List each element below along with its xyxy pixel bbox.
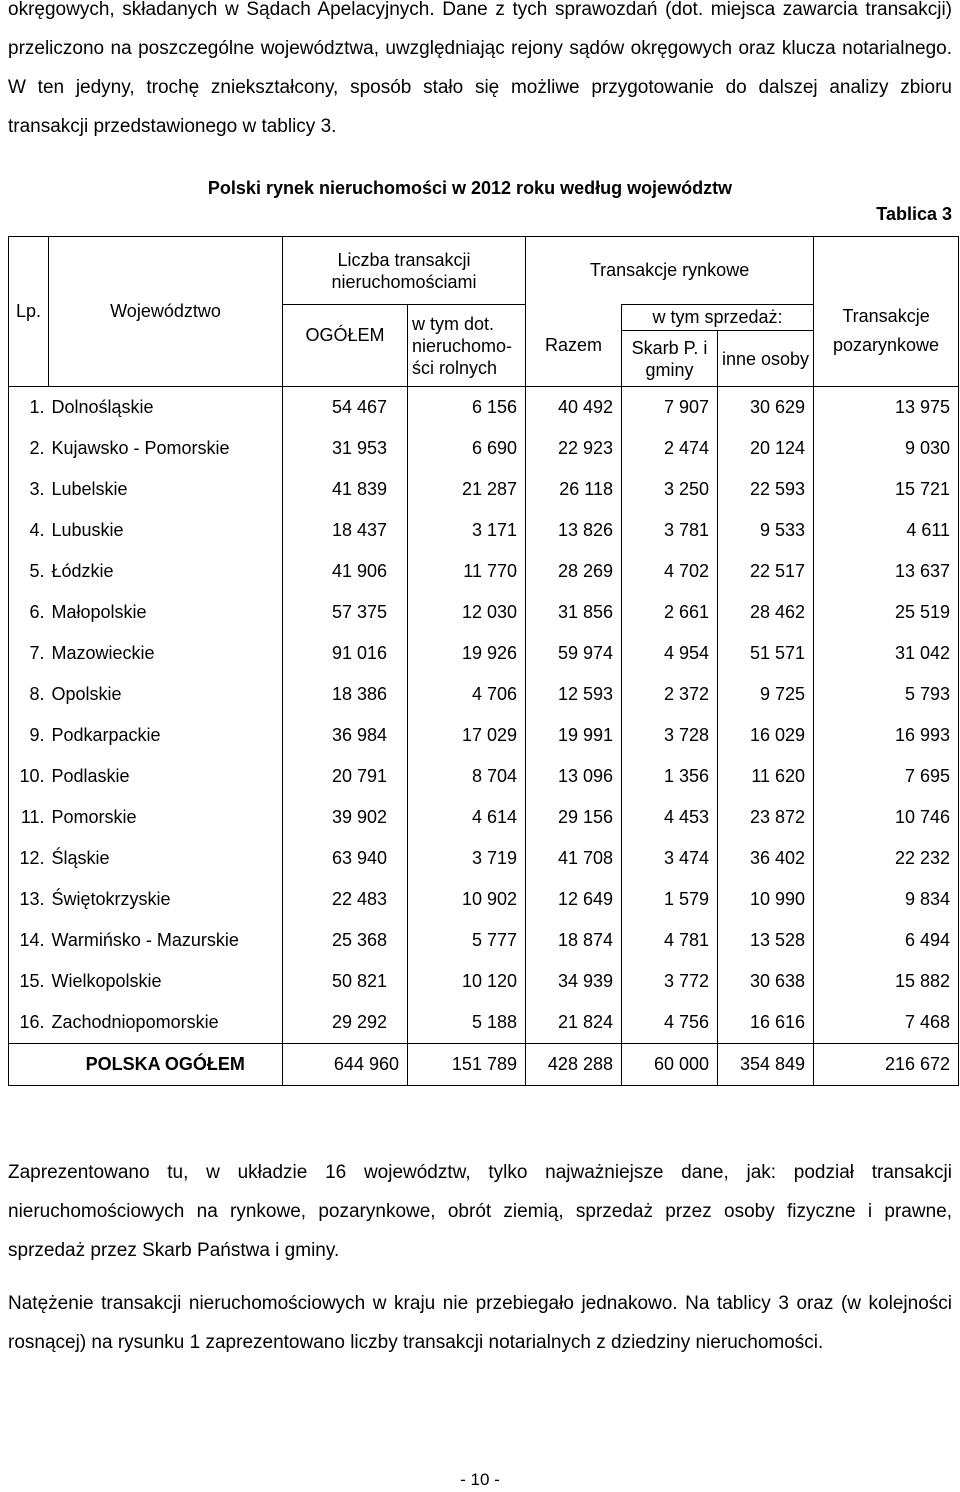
header-inne: inne osoby bbox=[718, 331, 814, 387]
cell-razem: 22 923 bbox=[526, 428, 622, 469]
table-row bbox=[9, 428, 959, 469]
header-ogolem: OGÓŁEM bbox=[283, 305, 408, 387]
cell-lp: 9. bbox=[9, 715, 49, 756]
cell-inne: 36 402 bbox=[718, 838, 814, 879]
cell-rolne: 19 926 bbox=[408, 633, 526, 674]
cell-lp: 5. bbox=[9, 551, 49, 592]
cell-pozarynkowe: 22 232 bbox=[814, 838, 959, 879]
cell-inne: 9 533 bbox=[718, 510, 814, 551]
cell-lp: 13. bbox=[9, 879, 49, 920]
table-row bbox=[9, 715, 959, 756]
cell-lp: 11. bbox=[9, 797, 49, 838]
cell-lp: 6. bbox=[9, 592, 49, 633]
cell-rolne: 4 706 bbox=[408, 674, 526, 715]
cell-wojewodztwo: Mazowieckie bbox=[49, 633, 283, 674]
cell-wojewodztwo: Lubuskie bbox=[49, 510, 283, 551]
cell-rolne: 10 902 bbox=[408, 879, 526, 920]
cell-inne: 51 571 bbox=[718, 633, 814, 674]
total-rolne: 151 789 bbox=[408, 1044, 526, 1086]
intro-paragraph: okręgowych, składanych w Sądach Apelacyjnych. Dane z tych sprawozdań (dot. miejsca zawarcia transakcji) przeliczono na poszczególne województwa, uwzględniając rejony sądów okręgowych oraz klucza notarialnego. W ten jedyny, trochę zniekształcony, sposób stało się możliwe przygotowanie do dalszej analizy zbioru transakcji przedstawionego w tablicy 3. bbox=[8, 0, 952, 137]
cell-rolne: 6 156 bbox=[408, 387, 526, 429]
cell-pozarynkowe: 15 721 bbox=[814, 469, 959, 510]
table-row bbox=[9, 592, 959, 633]
header-skarb: Skarb P. i gminy bbox=[622, 331, 718, 387]
cell-ogolem: 39 902 bbox=[283, 797, 408, 838]
cell-rolne: 11 770 bbox=[408, 551, 526, 592]
cell-pozarynkowe: 16 993 bbox=[814, 715, 959, 756]
cell-ogolem: 54 467 bbox=[283, 387, 408, 429]
cell-skarb: 3 250 bbox=[622, 469, 718, 510]
cell-wojewodztwo: Śląskie bbox=[49, 838, 283, 879]
total-razem: 428 288 bbox=[526, 1044, 622, 1086]
cell-pozarynkowe: 25 519 bbox=[814, 592, 959, 633]
cell-skarb: 3 781 bbox=[622, 510, 718, 551]
data-table bbox=[8, 236, 959, 1086]
cell-lp: 12. bbox=[9, 838, 49, 879]
cell-pozarynkowe: 13 975 bbox=[814, 387, 959, 429]
cell-ogolem: 20 791 bbox=[283, 756, 408, 797]
header-w-tym-dot: w tym dot. nieruchomo- ści rolnych bbox=[408, 305, 526, 387]
cell-lp: 15. bbox=[9, 961, 49, 1002]
cell-rolne: 8 704 bbox=[408, 756, 526, 797]
table-row bbox=[9, 1002, 959, 1044]
cell-skarb: 4 954 bbox=[622, 633, 718, 674]
cell-skarb: 4 702 bbox=[622, 551, 718, 592]
cell-rolne: 4 614 bbox=[408, 797, 526, 838]
cell-inne: 30 638 bbox=[718, 961, 814, 1002]
table-row bbox=[9, 838, 959, 879]
cell-ogolem: 22 483 bbox=[283, 879, 408, 920]
cell-ogolem: 29 292 bbox=[283, 1002, 408, 1044]
table-row bbox=[9, 961, 959, 1002]
cell-inne: 28 462 bbox=[718, 592, 814, 633]
cell-wojewodztwo: Wielkopolskie bbox=[49, 961, 283, 1002]
cell-rolne: 21 287 bbox=[408, 469, 526, 510]
total-inne: 354 849 bbox=[718, 1044, 814, 1086]
cell-razem: 28 269 bbox=[526, 551, 622, 592]
table-number: Tablica 3 bbox=[876, 204, 952, 224]
total-ogolem: 644 960 bbox=[283, 1044, 408, 1086]
cell-inne: 30 629 bbox=[718, 387, 814, 429]
cell-inne: 11 620 bbox=[718, 756, 814, 797]
cell-skarb: 7 907 bbox=[622, 387, 718, 429]
cell-wojewodztwo: Podkarpackie bbox=[49, 715, 283, 756]
page-number: - 10 - bbox=[460, 1470, 500, 1489]
cell-wojewodztwo: Pomorskie bbox=[49, 797, 283, 838]
cell-pozarynkowe: 7 695 bbox=[814, 756, 959, 797]
cell-ogolem: 31 953 bbox=[283, 428, 408, 469]
table-row bbox=[9, 797, 959, 838]
cell-pozarynkowe: 7 468 bbox=[814, 1002, 959, 1044]
header-transakcje: Transakcje bbox=[814, 237, 959, 331]
cell-razem: 34 939 bbox=[526, 961, 622, 1002]
cell-razem: 21 824 bbox=[526, 1002, 622, 1044]
header-transakcje-rynkowe: Transakcje rynkowe bbox=[526, 237, 814, 305]
cell-lp: 7. bbox=[9, 633, 49, 674]
cell-pozarynkowe: 9 834 bbox=[814, 879, 959, 920]
cell-skarb: 3 772 bbox=[622, 961, 718, 1002]
table-row bbox=[9, 879, 959, 920]
paragraph-3: Natężenie transakcji nieruchomościowych w kraju nie przebiegało jednakowo. Na tablicy 3 oraz (w kolejności rosnącej) na rysunku 1 zaprezentowano liczby transakcji notarialnych z dziedziny nieruchomości. bbox=[8, 1293, 952, 1353]
table-row bbox=[9, 756, 959, 797]
cell-wojewodztwo: Kujawsko - Pomorskie bbox=[49, 428, 283, 469]
cell-ogolem: 41 906 bbox=[283, 551, 408, 592]
cell-wojewodztwo: Podlaskie bbox=[49, 756, 283, 797]
cell-razem: 41 708 bbox=[526, 838, 622, 879]
cell-pozarynkowe: 13 637 bbox=[814, 551, 959, 592]
total-skarb: 60 000 bbox=[622, 1044, 718, 1086]
cell-lp: 2. bbox=[9, 428, 49, 469]
total-label: POLSKA OGÓŁEM bbox=[49, 1044, 283, 1086]
cell-inne: 16 616 bbox=[718, 1002, 814, 1044]
cell-rolne: 6 690 bbox=[408, 428, 526, 469]
cell-razem: 12 593 bbox=[526, 674, 622, 715]
cell-skarb: 2 661 bbox=[622, 592, 718, 633]
cell-skarb: 1 579 bbox=[622, 879, 718, 920]
table-title: Polski rynek nieruchomości w 2012 roku według województw bbox=[207, 178, 733, 198]
cell-rolne: 12 030 bbox=[408, 592, 526, 633]
cell-ogolem: 18 386 bbox=[283, 674, 408, 715]
cell-wojewodztwo: Opolskie bbox=[49, 674, 283, 715]
cell-pozarynkowe: 31 042 bbox=[814, 633, 959, 674]
cell-razem: 29 156 bbox=[526, 797, 622, 838]
table-row bbox=[9, 920, 959, 961]
header-lp: Lp. bbox=[9, 237, 49, 387]
cell-razem: 26 118 bbox=[526, 469, 622, 510]
cell-inne: 9 725 bbox=[718, 674, 814, 715]
cell-razem: 18 874 bbox=[526, 920, 622, 961]
cell-skarb: 4 756 bbox=[622, 1002, 718, 1044]
table-row bbox=[9, 551, 959, 592]
cell-wojewodztwo: Zachodniopomorskie bbox=[49, 1002, 283, 1044]
cell-lp: 3. bbox=[9, 469, 49, 510]
cell-skarb: 4 453 bbox=[622, 797, 718, 838]
cell-wojewodztwo: Świętokrzyskie bbox=[49, 879, 283, 920]
cell-razem: 13 826 bbox=[526, 510, 622, 551]
cell-inne: 16 029 bbox=[718, 715, 814, 756]
cell-lp: 10. bbox=[9, 756, 49, 797]
cell-ogolem: 63 940 bbox=[283, 838, 408, 879]
cell-lp: 14. bbox=[9, 920, 49, 961]
table-body bbox=[9, 387, 959, 1086]
cell-skarb: 3 728 bbox=[622, 715, 718, 756]
cell-pozarynkowe: 9 030 bbox=[814, 428, 959, 469]
cell-rolne: 3 171 bbox=[408, 510, 526, 551]
table-row bbox=[9, 510, 959, 551]
cell-inne: 13 528 bbox=[718, 920, 814, 961]
cell-razem: 13 096 bbox=[526, 756, 622, 797]
cell-razem: 19 991 bbox=[526, 715, 622, 756]
cell-skarb: 2 372 bbox=[622, 674, 718, 715]
cell-rolne: 17 029 bbox=[408, 715, 526, 756]
cell-lp-empty bbox=[9, 1044, 49, 1086]
cell-pozarynkowe: 15 882 bbox=[814, 961, 959, 1002]
cell-ogolem: 57 375 bbox=[283, 592, 408, 633]
cell-skarb: 4 781 bbox=[622, 920, 718, 961]
cell-lp: 8. bbox=[9, 674, 49, 715]
table-row bbox=[9, 633, 959, 674]
cell-ogolem: 91 016 bbox=[283, 633, 408, 674]
cell-ogolem: 36 984 bbox=[283, 715, 408, 756]
table-header bbox=[9, 237, 959, 387]
total-row bbox=[9, 1044, 959, 1086]
cell-pozarynkowe: 10 746 bbox=[814, 797, 959, 838]
cell-skarb: 1 356 bbox=[622, 756, 718, 797]
cell-razem: 12 649 bbox=[526, 879, 622, 920]
cell-wojewodztwo: Warmińsko - Mazurskie bbox=[49, 920, 283, 961]
cell-inne: 10 990 bbox=[718, 879, 814, 920]
cell-inne: 22 593 bbox=[718, 469, 814, 510]
cell-ogolem: 41 839 bbox=[283, 469, 408, 510]
cell-ogolem: 18 437 bbox=[283, 510, 408, 551]
cell-pozarynkowe: 4 611 bbox=[814, 510, 959, 551]
cell-ogolem: 50 821 bbox=[283, 961, 408, 1002]
cell-skarb: 3 474 bbox=[622, 838, 718, 879]
cell-rolne: 5 777 bbox=[408, 920, 526, 961]
cell-inne: 23 872 bbox=[718, 797, 814, 838]
total-pozarynkowe: 216 672 bbox=[814, 1044, 959, 1086]
header-pozarynkowe: pozarynkowe bbox=[814, 331, 959, 387]
table-row bbox=[9, 469, 959, 510]
cell-lp: 1. bbox=[9, 387, 49, 429]
cell-pozarynkowe: 6 494 bbox=[814, 920, 959, 961]
header-razem: Razem bbox=[526, 305, 622, 387]
cell-inne: 22 517 bbox=[718, 551, 814, 592]
header-w-tym-sprzedaz: w tym sprzedaż: bbox=[622, 305, 814, 331]
cell-wojewodztwo: Lubelskie bbox=[49, 469, 283, 510]
cell-razem: 59 974 bbox=[526, 633, 622, 674]
cell-rolne: 3 719 bbox=[408, 838, 526, 879]
cell-inne: 20 124 bbox=[718, 428, 814, 469]
table-row bbox=[9, 387, 959, 429]
cell-wojewodztwo: Łódzkie bbox=[49, 551, 283, 592]
cell-pozarynkowe: 5 793 bbox=[814, 674, 959, 715]
cell-lp: 4. bbox=[9, 510, 49, 551]
cell-lp: 16. bbox=[9, 1002, 49, 1044]
header-liczba-transakcji: Liczba transakcji nieruchomościami bbox=[283, 237, 526, 305]
cell-razem: 31 856 bbox=[526, 592, 622, 633]
cell-wojewodztwo: Małopolskie bbox=[49, 592, 283, 633]
cell-wojewodztwo: Dolnośląskie bbox=[49, 387, 283, 429]
cell-ogolem: 25 368 bbox=[283, 920, 408, 961]
cell-skarb: 2 474 bbox=[622, 428, 718, 469]
paragraph-2: Zaprezentowano tu, w układzie 16 województw, tylko najważniejsze dane, jak: podział transakcji nieruchomościowych na rynkowe, pozarynkowe, obrót ziemią, sprzedaż przez osoby fizyczne i prawne, sprzedaż przez Skarb Państwa i gminy. bbox=[8, 1162, 952, 1261]
header-wojewodztwo: Województwo bbox=[49, 237, 283, 387]
cell-rolne: 5 188 bbox=[408, 1002, 526, 1044]
cell-razem: 40 492 bbox=[526, 387, 622, 429]
cell-rolne: 10 120 bbox=[408, 961, 526, 1002]
table-row bbox=[9, 674, 959, 715]
